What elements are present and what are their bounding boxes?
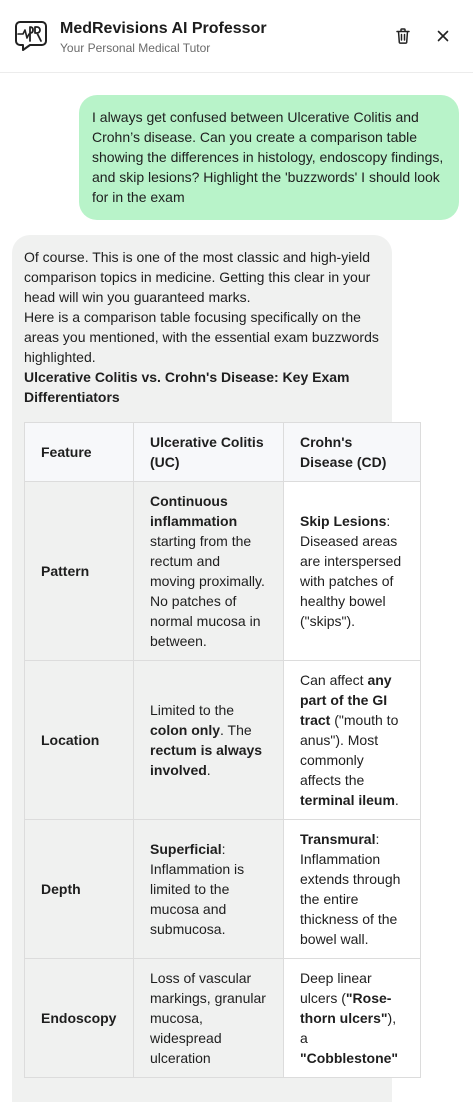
buzzword: Superficial [150,841,222,857]
user-message: I always get confused between Ulcerative Colitis and Crohn’s disease. Can you create a comparison table showing the differences in histology, endoscopy findings, and skip lesions? Highlight the 'buzzwords' I should look for in the exam [79,95,459,220]
cell-uc [134,959,284,1078]
cell-text: ), a [300,1010,397,1046]
cell-text: . [206,762,211,778]
header-uc: Ulcerative Colitis (UC) [134,423,284,482]
cell-cd [284,959,421,1078]
cell-text: . The [220,722,252,738]
scroll-area-edge [464,74,473,1102]
buzzword: Transmural [300,831,376,847]
ai-intro-2: Here is a comparison table focusing specifically on the areas you mentioned, with the essential exam buzzwords highlighted. [24,309,379,365]
buzzword: "Rose-thorn ulcers" [300,990,392,1026]
cell-text: starting from the rectum and moving proximally. No patches of normal mucosa in between. [150,533,265,649]
buzzword: Skip Lesions [300,513,387,529]
app-subtitle: Your Personal Medical Tutor [60,41,211,55]
ai-intro: Of course. This is one of the most classic and high-yield comparison topics in medicine. Getting this clear in your head will win you guaranteed marks. [24,249,371,305]
table-row [25,482,421,661]
header-cd: Crohn's Disease (CD) [284,423,421,482]
header [0,0,473,73]
close-icon [433,26,453,46]
ai-table-heading: Ulcerative Colitis vs. Crohn's Disease: Key Exam Differentiators [24,369,350,405]
buzzword: colon only [150,722,220,738]
cell-feature: Endoscopy [25,959,134,1078]
cell-cd [284,482,421,661]
cell-text: Limited to the [150,702,235,718]
cell-text: : Inflammation extends through the entire thickness of the bowel wall. [300,831,401,947]
clear-chat-button[interactable] [393,26,413,46]
buzzword: any part of the GI tract [300,672,392,728]
cell-text: Loss of vascular markings, granular mucosa, widespread ulceration [150,970,266,1066]
header-feature: Feature [25,423,134,482]
medrevisions-logo-icon [14,19,48,53]
close-button[interactable] [433,26,453,46]
cell-text: Can affect [300,672,368,688]
buzzword: "Cobblestone" [300,1050,399,1066]
cell-text: ("mouth to anus"). Most commonly affects the [300,712,399,788]
table-row [25,661,421,820]
cell-cd [284,661,421,820]
buzzword: rectum is always involved [150,742,263,778]
table-row [25,959,421,1078]
buzzword: Continuous inflammation [150,493,238,529]
cell-feature: Depth [25,820,134,959]
cell-feature: Location [25,661,134,820]
comparison-table [24,422,421,1078]
buzzword: terminal ileum [300,792,395,808]
cell-uc [134,661,284,820]
app-title: MedRevisions AI Professor [60,20,267,37]
cell-text: : Inflammation is limited to the mucosa and submucosa. [150,841,245,937]
table-row [25,820,421,959]
cell-uc [134,820,284,959]
table-header-row [25,423,421,482]
cell-uc [134,482,284,661]
cell-text: . [394,792,399,808]
cell-cd [284,820,421,959]
trash-icon [393,26,413,46]
ai-message [12,235,402,1102]
cell-feature: Pattern [25,482,134,661]
cell-text: Deep linear ulcers ( [300,970,372,1006]
chat-messages[interactable] [0,74,473,1102]
cell-text: : Diseased areas are interspersed with patches of healthy bowel ("skips"). [300,513,402,629]
